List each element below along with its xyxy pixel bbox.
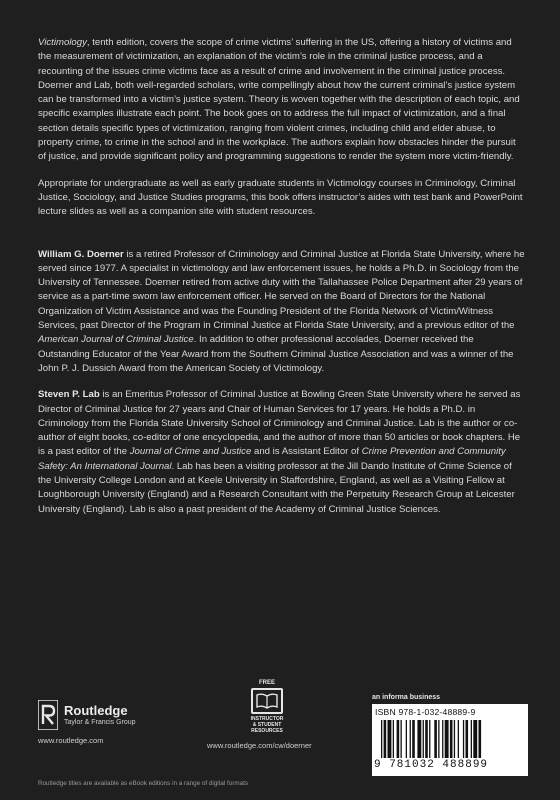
routledge-logo bbox=[38, 700, 178, 730]
badge-free-label: FREE bbox=[258, 680, 275, 686]
bio-text: . In addition to other professional accolades, Doerner received the Outstanding Educator of the Year Award from the Southern Criminal Justice Association and was a winner of the John P. J. Dussich Award from the American Society of Victimology. bbox=[38, 334, 514, 374]
isbn-text: ISBN 978-1-032-48889-9 bbox=[375, 707, 476, 717]
author-bio-lab bbox=[38, 388, 526, 517]
bio-text: and is Assistant Editor of bbox=[251, 446, 362, 458]
author-name-lab: Steven P. Lab bbox=[38, 389, 100, 401]
barcode-bars-icon bbox=[381, 720, 519, 760]
ebook-footnote: Routledge titles are available as eBook editions in a range of digital formats bbox=[38, 780, 249, 787]
description-text: , tenth edition, covers the scope of crime victims’ suffering in the US, offering a history of victims and the measurement of victimization, an explanation of the victim’s role in the criminal justice process, and a recounting of the issues crime victims face as a result of crime and involvement in the criminal justice process. Doerner and Lab, both well-regarded scholars, write compellingly about how the current criminal’s justice system can be transformed into a victim’s justice system. Theory is woven together with the description of each topic, and specific examples illustrate each point. The book goes on to address the full impact of victimization, and a final section details specific types of victimization, ranging from violent crimes, including child and elder abuse, to property crime, to crime in the school and in the workplace. The authors explain how obstacles hinder the pursuit of justice, and provide significant policy and programming suggestions to render the system more victim-friendly. bbox=[38, 37, 520, 163]
publisher-name: Routledge bbox=[64, 702, 128, 718]
journal-title: Journal of Crime and Justice bbox=[129, 446, 252, 458]
bio-text: is a retired Professor of Criminology and Criminal Justice at Florida State University, where he served since 1977. A specialist in victimology and law enforcement issues, he holds a Ph.D. in Sociology from the University of Tennessee. Doerner retired from active duty with the Tallahassee Police Department after 29 years of service as a part-time sworn law enforcement officer. He served on the Board of Directors for the National Organization of Victim Assistance and was the Founding President of the Florida Network of Victim/Witness Services, past Director of the Program in Criminal Justice at Florida State University, and a previous editor of the bbox=[38, 248, 525, 332]
resources-badge bbox=[244, 680, 290, 734]
barcode-digits: 9 781032 488899 bbox=[374, 759, 489, 771]
back-cover-text bbox=[38, 36, 526, 529]
badge-line-2: & STUDENT bbox=[252, 722, 282, 728]
badge-line-1: INSTRUCTOR bbox=[250, 716, 284, 722]
resources-block bbox=[207, 680, 327, 750]
description-paragraph-2: Appropriate for undergraduate as well as early graduate students in Victimology courses in Criminology, Criminal Justice, Sociology, and Justice Studies programs, this book offers instructor’s aides with test bank and PowerPoint lecture slides as well as a companion site with student resources. bbox=[38, 177, 523, 218]
badge-line-3: RESOURCES bbox=[251, 728, 283, 734]
barcode-block bbox=[372, 694, 528, 776]
journal-title: Crime Prevention and Community Safety: An International Journal bbox=[38, 446, 506, 472]
journal-title: American Journal of Criminal Justice bbox=[38, 334, 194, 346]
routledge-r-icon bbox=[38, 700, 58, 730]
bio-text: . Lab has been a visiting professor at the Jill Dando Institute of Crime Science of the University College London and at Keele University in Staffordshire, England, as well as a Visiting Fellow at Loughborough University (England) and a Research Consultant with the Perpetuity Research Group at Leicester University (England). Lab is also a past president of the Academy of Criminal Justice Sciences. bbox=[38, 460, 515, 515]
publisher-url[interactable]: www.routledge.com bbox=[38, 736, 104, 745]
barcode bbox=[372, 704, 528, 776]
author-bio-doerner bbox=[38, 248, 526, 377]
description-paragraph-1 bbox=[38, 36, 526, 165]
bio-text: is an Emeritus Professor of Criminal Justice at Bowling Green State University where he served as Director of Criminal Justice for 27 years and Chair of Human Services for 17 years. He holds a Ph.D. in Criminology from the Florida State University School of Criminology and Criminal Justice. Lab is the author or co-author of eight books, co-editor of one encyclopedia, and the author of more than 50 articles or book chapters. He is a past editor of the bbox=[38, 389, 521, 458]
informa-label: an informa business bbox=[372, 694, 441, 701]
author-name-doerner: William G. Doerner bbox=[38, 248, 124, 260]
book-title: Victimology bbox=[38, 37, 87, 48]
publisher-block bbox=[38, 700, 178, 745]
book-icon bbox=[251, 688, 283, 714]
publisher-group: Taylor & Francis Group bbox=[64, 718, 136, 726]
companion-site-url[interactable]: www.routledge.com/cw/doerner bbox=[207, 741, 312, 750]
